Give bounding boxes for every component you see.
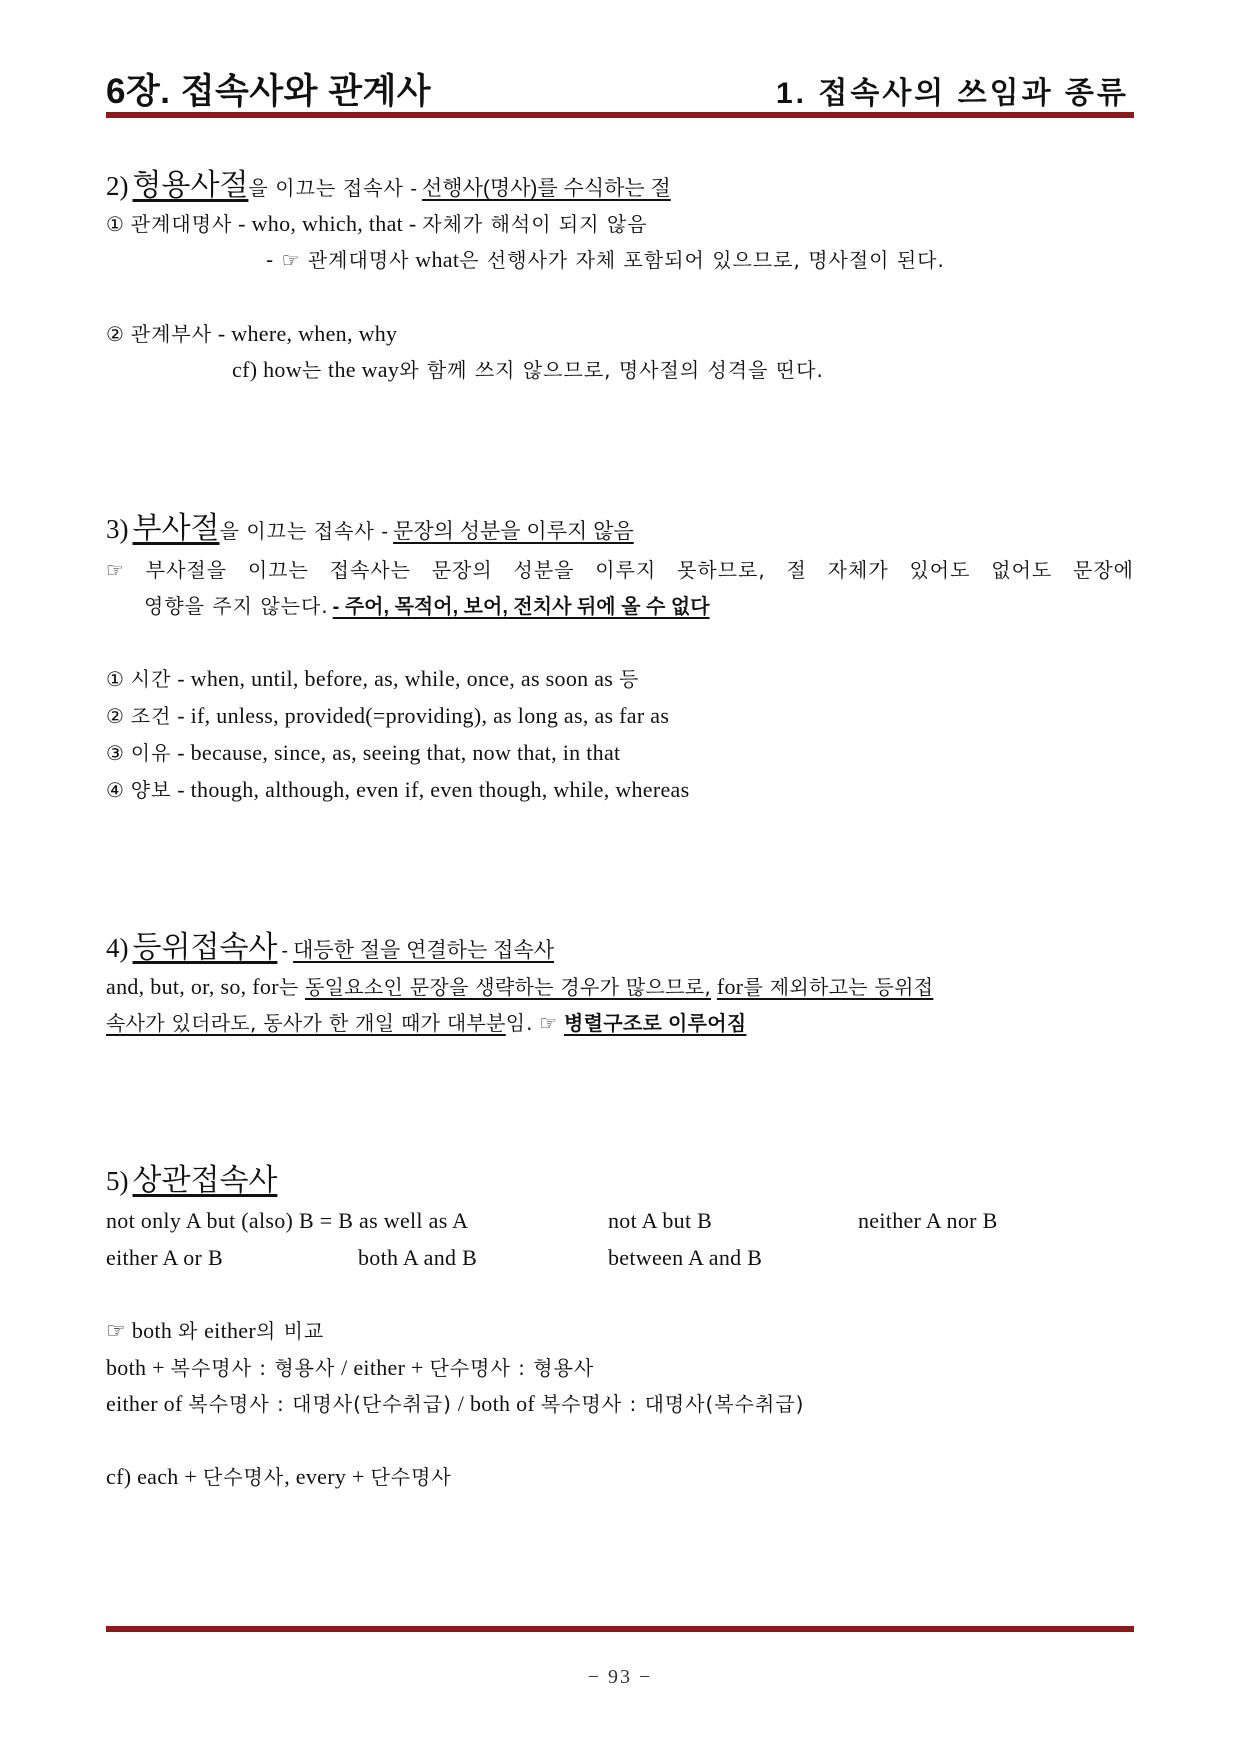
list-item (106, 737, 620, 766)
section-heading-desc: 문장의 성분을 이루지 않음 (393, 520, 634, 543)
note-underlined: 동일요소인 문장을 생략하는 경우가 많으므로, (304, 975, 712, 999)
section-heading-suffix: 을 이끄는 접속사 - (219, 521, 390, 543)
list-item (106, 663, 639, 692)
relative-pronoun-line (106, 208, 648, 237)
adverbial-clause-note-line1: ☞ 부사절을 이끄는 접속사는 문장의 성분을 이루지 못하므로, 절 자체가 있어도 없어도 문장에 (106, 558, 1134, 582)
comparison-line (106, 1388, 804, 1417)
item-text: - who, which, that - (238, 211, 417, 236)
section-3-heading (106, 503, 634, 547)
correlative-item: not only A but (also) B = B as well as A (106, 1208, 469, 1233)
note-text: 임. (505, 1011, 534, 1035)
item-label: 이유 (130, 741, 172, 765)
note-prefix: - ☞ 관계대명사 (266, 248, 410, 272)
list-item (106, 774, 690, 803)
relative-pronoun-note (266, 244, 945, 273)
note-emphasis: 병렬구조로 이루어짐 (564, 1013, 747, 1035)
header-rule (106, 112, 1134, 118)
item-desc: 자체가 해석이 되지 않음 (422, 212, 648, 236)
rule-term: both + (106, 1355, 171, 1380)
rule-text: 복수명사 : 형용사 (170, 1356, 336, 1380)
item-text: - though, although, even if, even though, while, whereas (177, 777, 690, 802)
rule-term: cf) each + (106, 1464, 203, 1489)
coordinating-note-line1 (106, 971, 933, 1000)
note-text: 와 함께 쓰지 않으므로, 명사절의 성격을 띤다. (399, 358, 824, 382)
section-number: 5) (106, 1166, 129, 1196)
rule-text: 단수명사 (370, 1465, 452, 1489)
correlative-item: not A but B (608, 1208, 713, 1233)
item-tail: 등 (618, 667, 640, 691)
section-4-heading (106, 922, 554, 966)
rule-term: / either + (335, 1355, 430, 1380)
note-underlined: 속사가 있더라도, 동사가 한 개일 때가 대부분 (106, 1011, 506, 1035)
note-term: the way (328, 357, 400, 382)
section-number: 4) (106, 933, 129, 963)
section-number: 2) (106, 171, 129, 201)
pointer-icon: ☞ (539, 1011, 559, 1035)
rule-text: 복수명사 : 대명사(복수취급) (540, 1392, 805, 1416)
item-marker: ① (106, 212, 125, 236)
chapter-title: 6장. 접속사와 관계사 (106, 72, 432, 111)
relative-adverb-line (106, 318, 397, 347)
note-text: 은 선행사가 자체 포함되어 있으므로, 명사절이 된다. (459, 248, 945, 272)
note-term: and, but, or, so, for (106, 974, 279, 999)
item-text: - when, until, before, as, while, once, as soon as (177, 666, 614, 691)
section-5-heading (106, 1155, 277, 1199)
item-text: - because, since, as, seeing that, now that, in that (177, 740, 621, 765)
note-emphasis: - 주어, 목적어, 보어, 전치사 뒤에 올 수 없다 (332, 596, 710, 618)
note-text: 영향을 주지 않는다. (144, 594, 329, 618)
comparison-heading (106, 1315, 324, 1344)
coordinating-note-line2 (106, 1007, 746, 1036)
rule-text: 단수명사 (202, 1465, 285, 1489)
section-number: 3) (106, 514, 129, 544)
item-label: 시간 (130, 667, 172, 691)
section-heading-term: 형용사절 (132, 169, 249, 202)
correlative-item: between A and B (608, 1245, 763, 1270)
note-underlined: 를 제외하고는 등위접 (743, 975, 934, 999)
section-2-heading (106, 160, 671, 204)
item-label: 조건 (130, 704, 172, 728)
adverbial-clause-note-line2 (144, 590, 710, 619)
item-marker: ④ (106, 778, 125, 802)
note-particle: 는 (278, 975, 300, 999)
rule-term: / both of (452, 1391, 541, 1416)
section-heading-desc: 대등한 절을 연결하는 접속사 (293, 939, 555, 962)
item-label: 관계부사 (130, 322, 213, 346)
note-term: for (716, 974, 744, 999)
comparison-line (106, 1352, 594, 1381)
page-number: − 93 − (587, 1666, 653, 1688)
item-text: - if, unless, provided(=providing), as long as, as far as (177, 703, 670, 728)
correlative-item: both A and B (358, 1245, 478, 1270)
section-heading-dash: - (281, 940, 290, 962)
rule-text: 단수명사 : 형용사 (429, 1356, 595, 1380)
note-term: what (415, 247, 460, 272)
section-heading-term: 부사절 (132, 512, 220, 545)
item-marker: ③ (106, 741, 125, 765)
comparison-text: 의 비교 (255, 1319, 325, 1343)
footer-rule (106, 1626, 1134, 1632)
item-marker: ② (106, 322, 125, 346)
item-text: - where, when, why (217, 321, 398, 346)
comparison-term: ☞ both (106, 1318, 173, 1343)
item-marker: ① (106, 667, 125, 691)
comparison-particle: 와 (177, 1319, 199, 1343)
correlative-item: neither A nor B (858, 1208, 998, 1233)
relative-adverb-note (232, 354, 824, 383)
list-item (106, 700, 669, 729)
section-heading-term: 등위접속사 (132, 931, 278, 964)
rule-text: 복수명사 : 대명사(단수취급) (188, 1392, 452, 1416)
comparison-term: either (204, 1318, 256, 1343)
section-title: 1. 접속사의 쓰임과 종류 (776, 77, 1129, 110)
rule-term: either of (106, 1391, 189, 1416)
item-label: 양보 (130, 778, 172, 802)
section-heading-term: 상관접속사 (132, 1164, 278, 1197)
item-marker: ② (106, 704, 125, 728)
section-heading-desc: 선행사(명사)를 수식하는 절 (422, 177, 671, 200)
cf-line (106, 1461, 452, 1490)
correlative-item: either A or B (106, 1245, 223, 1270)
note-particle: 는 (301, 358, 323, 382)
item-label: 관계대명사 (130, 212, 233, 236)
section-heading-suffix: 을 이끄는 접속사 - (248, 178, 418, 200)
note-term: cf) how (232, 357, 302, 382)
rule-term: , every + (284, 1464, 371, 1489)
